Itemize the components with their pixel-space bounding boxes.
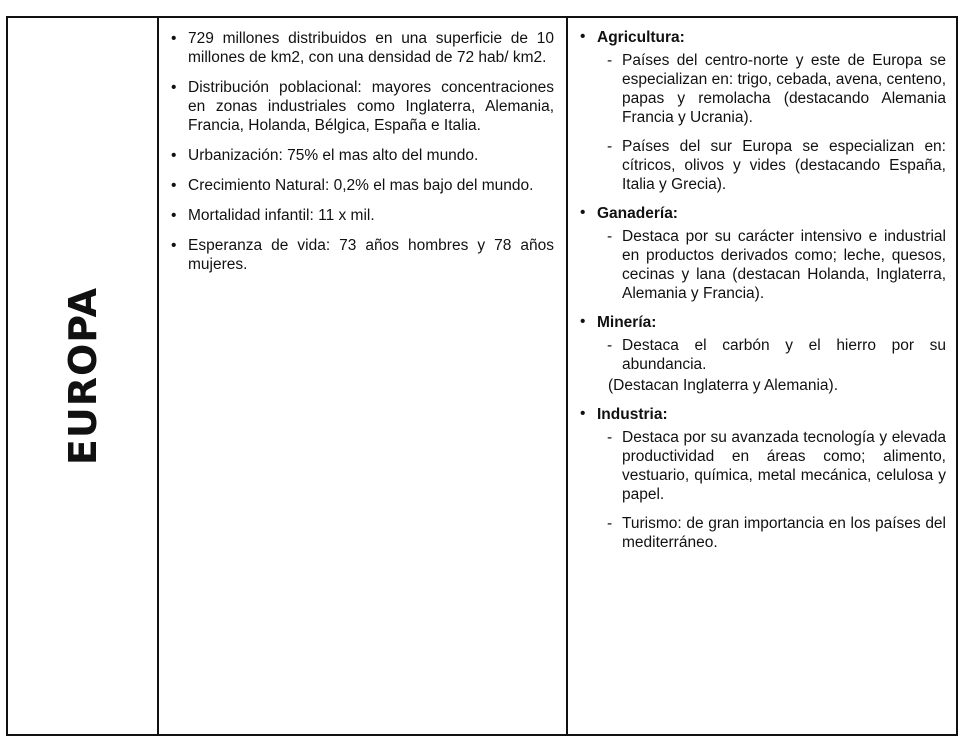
sub-list bbox=[597, 47, 946, 194]
list-item: - Destaca por su carácter intensivo e industrial en productos derivados como; leche, quesos, cecinas y lana (destacan Holanda, Inglaterra, Alemania y Francia). bbox=[605, 227, 946, 303]
demographics-cell bbox=[158, 17, 567, 735]
sub-list bbox=[597, 223, 946, 303]
list-item: • Esperanza de vida: 73 años hombres y 78 años mujeres. bbox=[167, 236, 554, 274]
economy-list bbox=[568, 18, 956, 552]
sector-title: • Industria: bbox=[597, 406, 668, 423]
sub-list bbox=[597, 424, 946, 552]
list-item: - Destaca el carbón y el hierro por su abundancia. bbox=[605, 336, 946, 374]
list-item: - Países del sur Europa se especializan en: cítricos, olivos y vides (destacando España, Italia y Grecia). bbox=[605, 137, 946, 194]
sector-mineria bbox=[576, 313, 946, 395]
sector-industria bbox=[576, 405, 946, 552]
list-item: - Destaca por su avanzada tecnología y elevada productividad en áreas como; alimento, vestuario, química, metal mecánica, celulosa y papel. bbox=[605, 428, 946, 504]
sector-title: • Ganadería: bbox=[597, 205, 678, 222]
list-item: • Mortalidad infantil: 11 x mil. bbox=[167, 206, 554, 225]
list-item: • 729 millones distribuidos en una superficie de 10 millones de km2, con una densidad de 72 hab/ km2. bbox=[167, 29, 554, 67]
sector-agricultura bbox=[576, 28, 946, 194]
list-item: - Turismo: de gran importancia en los países del mediterráneo. bbox=[605, 514, 946, 552]
table-row bbox=[7, 17, 957, 735]
sector-title: • Agricultura: bbox=[597, 29, 685, 46]
list-item: - Países del centro-norte y este de Europa se especializan en: trigo, cebada, avena, centeno, papas y remolacha (destacando Alemania Francia y Ucrania). bbox=[605, 51, 946, 127]
list-item: • Distribución poblacional: mayores concentraciones en zonas industriales como Inglaterra, Alemania, Francia, Holanda, Bélgica, España e Italia. bbox=[167, 78, 554, 135]
region-cell bbox=[7, 17, 158, 735]
europa-table bbox=[6, 16, 958, 736]
economy-cell bbox=[567, 17, 957, 735]
sector-title: • Minería: bbox=[597, 314, 657, 331]
demographics-list bbox=[159, 18, 566, 274]
sector-ganaderia bbox=[576, 204, 946, 303]
sub-list bbox=[597, 332, 946, 395]
list-item: • Urbanización: 75% el mas alto del mundo. bbox=[167, 146, 554, 165]
region-title: EUROPA bbox=[60, 286, 105, 466]
list-item: • Crecimiento Natural: 0,2% el mas bajo del mundo. bbox=[167, 176, 554, 195]
sector-note: (Destacan Inglaterra y Alemania). bbox=[608, 377, 839, 394]
